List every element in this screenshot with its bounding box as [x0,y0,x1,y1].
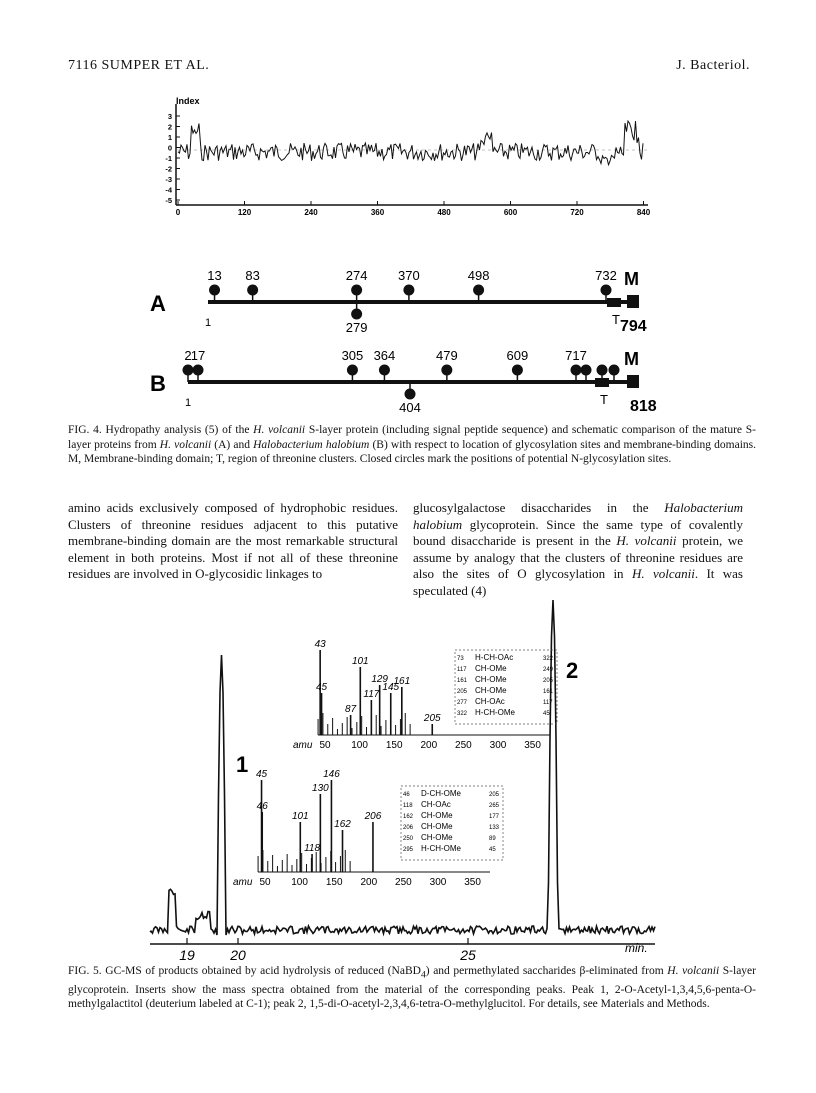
structure-right-mass: 205 [489,792,500,798]
inset-xtick-label: 300 [429,877,447,888]
fig4-caption-mid-2: (A) and [211,438,254,451]
structure-left-mass: 322 [457,711,468,717]
structure-group: H-CH-OMe [421,844,461,853]
inset-peak-label: 46 [256,801,268,812]
structure-left-mass: 73 [457,656,464,662]
inset-xtick-label: 300 [489,740,507,751]
inset-peak-label: 118 [304,843,321,854]
glycosylation-site-label: 83 [245,268,260,283]
mass-spectrum-inset-peak-2 [293,639,557,751]
structure-group: CH-OMe [421,833,453,842]
protein-label: A [150,291,166,316]
glycosylation-site-label: 279 [345,320,368,335]
structure-group: CH-OAc [421,800,451,809]
body-right-species-1: Halobacterium halobium [413,500,743,532]
peak-2-label: 2 [566,658,579,683]
structure-group: H-CH-OMe [475,708,515,717]
structure-right-mass: 45 [489,847,496,853]
structure-right-mass: 117 [543,700,553,706]
glycosylation-site-label: 305 [341,348,364,363]
hydropathy-xtick-label: 720 [570,208,584,217]
structure-left-mass: 162 [403,814,414,820]
hydropathy-xtick-label: 480 [437,208,451,217]
hydropathy-ytick-label: -3 [165,175,172,184]
structure-group: CH-OAc [475,697,505,706]
glycosylation-site-label: 17 [190,348,206,363]
structure-left-mass: 277 [457,700,468,706]
inset-peak-label: 162 [334,819,351,830]
fig4-caption-species-1: H. volcanii [253,424,306,436]
glycosylation-site-label: 274 [345,268,368,283]
body-right-part-a: glucosylgalactose disaccharides in the [413,500,665,515]
threonine-region-label: T [612,312,620,327]
inset-xtick-label: 50 [259,877,271,888]
inset-peak-label: 43 [314,639,326,650]
inset-axis-label: amu [233,877,253,888]
structure-left-mass: 295 [403,847,414,853]
body-right-species-3: H. volcanii [631,566,695,581]
structure-group: CH-OMe [475,664,507,673]
hydropathy-ytick-label: 0 [167,143,172,153]
time-tick-label: 19 [179,947,195,963]
peak-1-label: 1 [236,752,249,777]
fig5-caption-mid: ) and permethylated saccharides β-eliminated from [425,965,668,977]
hydropathy-y-label: Index [176,96,200,106]
hydropathy-xtick-label: 600 [503,208,518,217]
body-text-left: amino acids exclusively composed of hydrophobic residues. Clusters of threonine residues adjacent to this putative membrane-binding domain are the most remarkable structural element in both proteins. Most if not all of these threonine residues are involved in O-glycosidic linkages to [68,500,398,581]
inset-xtick-label: 100 [351,740,368,751]
structure-right-mass: 265 [489,803,500,809]
inset-xtick-label: 50 [319,740,331,751]
hydropathy-xtick-label: 0 [175,208,181,217]
hydropathy-ytick-label: -1 [165,154,172,163]
glycosylation-site-label: 370 [398,268,420,283]
mass-spectrum-inset-peak-1 [233,769,503,888]
fig5-caption-species: H. volcanii [667,965,720,977]
inset-peak-label: 161 [393,676,411,687]
running-header-journal: J. Bacteriol. [676,58,750,73]
running-header-author: 7116 SUMPER ET AL. [68,58,210,73]
inset-peak-label: 101 [291,811,309,822]
body-right-part-d: . It was speculated (4) [413,566,743,598]
inset-xtick-label: 150 [385,740,403,751]
time-tick-label: 20 [230,947,246,963]
body-right-part-b: glycoprotein. Since the same type of covalently bound disaccharide is present in the [413,516,743,548]
structure-left-mass: 118 [403,803,413,809]
hydropathy-xtick-label: 360 [370,208,385,217]
inset-xtick-label: 350 [464,877,481,888]
fig5-caption-tail: S-layer glycoprotein. Inserts show the mass spectra obtained from the material of the corresponding peaks. Peak 1, 2-O-Acetyl-1,3,4,5,6-penta-O-methylgalactitol (deuterium labeled at C-1); peak 2, 1,5-di-O-acetyl-2,3,4,6-tetra-O-methylglucitol. For details, see Materials and Methods. [68,965,756,1011]
inset-peak-label: 101 [351,656,369,667]
inset-peak-label: 87 [345,704,357,715]
hydropathy-ytick-label: 1 [167,133,172,142]
inset-xtick-label: 100 [291,877,308,888]
structure-right-mass: 45 [543,711,550,717]
membrane-domain-label: M [624,269,639,289]
fig5-caption-subscript: 4 [420,969,426,981]
hydropathy-ytick-label: -4 [165,185,172,195]
inset-peak-label: 145 [382,682,400,693]
body-right-species-2: H. volcanii [616,533,677,548]
structure-left-mass: 206 [403,825,414,831]
protein-end-label: 818 [630,398,657,415]
glycosylation-site-label: 479 [435,348,458,363]
glycosylation-site-label: 364 [373,348,396,363]
hydropathy-ytick-label: -5 [165,196,172,205]
hydropathy-ytick-label: -2 [165,164,172,174]
inset-xtick-label: 200 [420,740,438,751]
membrane-domain-label: M [624,349,639,369]
protein-label: B [150,371,166,396]
inset-xtick-label: 150 [325,877,343,888]
structure-right-mass: 322 [543,656,554,662]
hydropathy-xtick-label: 120 [237,208,252,217]
inset-xtick-label: 200 [360,877,378,888]
glycosylation-site-label: 404 [399,400,421,415]
hydropathy-xtick-label: 840 [636,208,651,217]
inset-xtick-label: 250 [395,877,412,888]
fig4-caption-species-3: Halobacterium halobium [253,438,370,451]
structure-right-mass: 249 [543,667,554,673]
inset-axis-label: amu [293,740,313,751]
structure-right-mass: 205 [543,678,554,684]
inset-peak-label: 45 [315,682,328,693]
structure-group: D-CH-OMe [421,789,461,798]
protein-start-label: 1 [204,317,212,329]
structure-left-mass: 250 [403,836,414,842]
structure-group: H-CH-OAc [475,653,514,662]
inset-peak-label: 146 [323,769,340,780]
structure-group: CH-OMe [421,822,453,831]
inset-peak-label: 130 [312,783,329,794]
fig5-caption-lead: FIG. 5. GC-MS of products obtained by acid hydrolysis of reduced (NaBD [68,965,421,977]
fig5-caption [68,964,756,1012]
hydropathy-xtick-label: 240 [304,208,318,217]
structure-left-mass: 117 [457,667,467,673]
inset-peak-label: 45 [255,769,268,780]
structure-right-mass: 89 [489,836,496,842]
fig4-caption-lead: FIG. 4. Hydropathy analysis (5) of the [68,424,254,436]
inset-xtick-label: 250 [455,740,472,751]
glycosylation-site-label: 498 [467,268,490,283]
inset-peak-label: 129 [371,674,389,685]
structure-right-mass: 161 [543,689,554,695]
glycosylation-site-label: 13 [207,268,222,283]
inset-peak-label: 205 [423,713,441,724]
glycosylation-site-label: 2 [184,348,192,363]
protein-start-label: 1 [184,397,192,409]
inset-xtick-label: 350 [524,740,541,751]
structure-group: CH-OMe [475,675,507,684]
glycosylation-site-label: 609 [506,348,529,363]
structure-group: CH-OMe [421,811,453,820]
structure-right-mass: 177 [489,814,500,820]
fig4-caption-tail: (B) with respect to location of glycosylation sites and membrane-binding domains. M, Membrane-binding domain; T, region of threonine clusters. Closed circles mark the positions of potential N-glycosylation sites. [68,438,756,465]
fig4-caption-mid-1: S-layer protein (including signal peptide sequence) and schematic comparison of the mature S-layer proteins from [68,424,756,451]
hydropathy-ytick-label: 3 [167,112,172,121]
structure-left-mass: 205 [457,689,468,695]
protein-end-label: 794 [620,318,647,335]
inset-peak-label: 206 [364,811,382,822]
structure-group: CH-OMe [475,686,507,695]
inset-peak-label: 117 [363,689,380,700]
hydropathy-ytick-label: 2 [167,122,172,132]
glycosylation-site-label: 717 [565,348,587,363]
time-unit-label: min. [625,941,648,955]
threonine-region-label: T [600,392,608,407]
glycosylation-site-label: 732 [595,268,617,283]
structure-left-mass: 161 [457,678,468,684]
structure-right-mass: 133 [489,825,500,831]
body-right-part-c: protein, we assume by analogy that the clusters of threonine residues are also the sites of O glycosylation in [413,533,744,581]
time-tick-label: 25 [460,947,476,963]
fig4-caption-species-2: H. volcanii [159,438,212,451]
structure-left-mass: 46 [403,792,410,798]
